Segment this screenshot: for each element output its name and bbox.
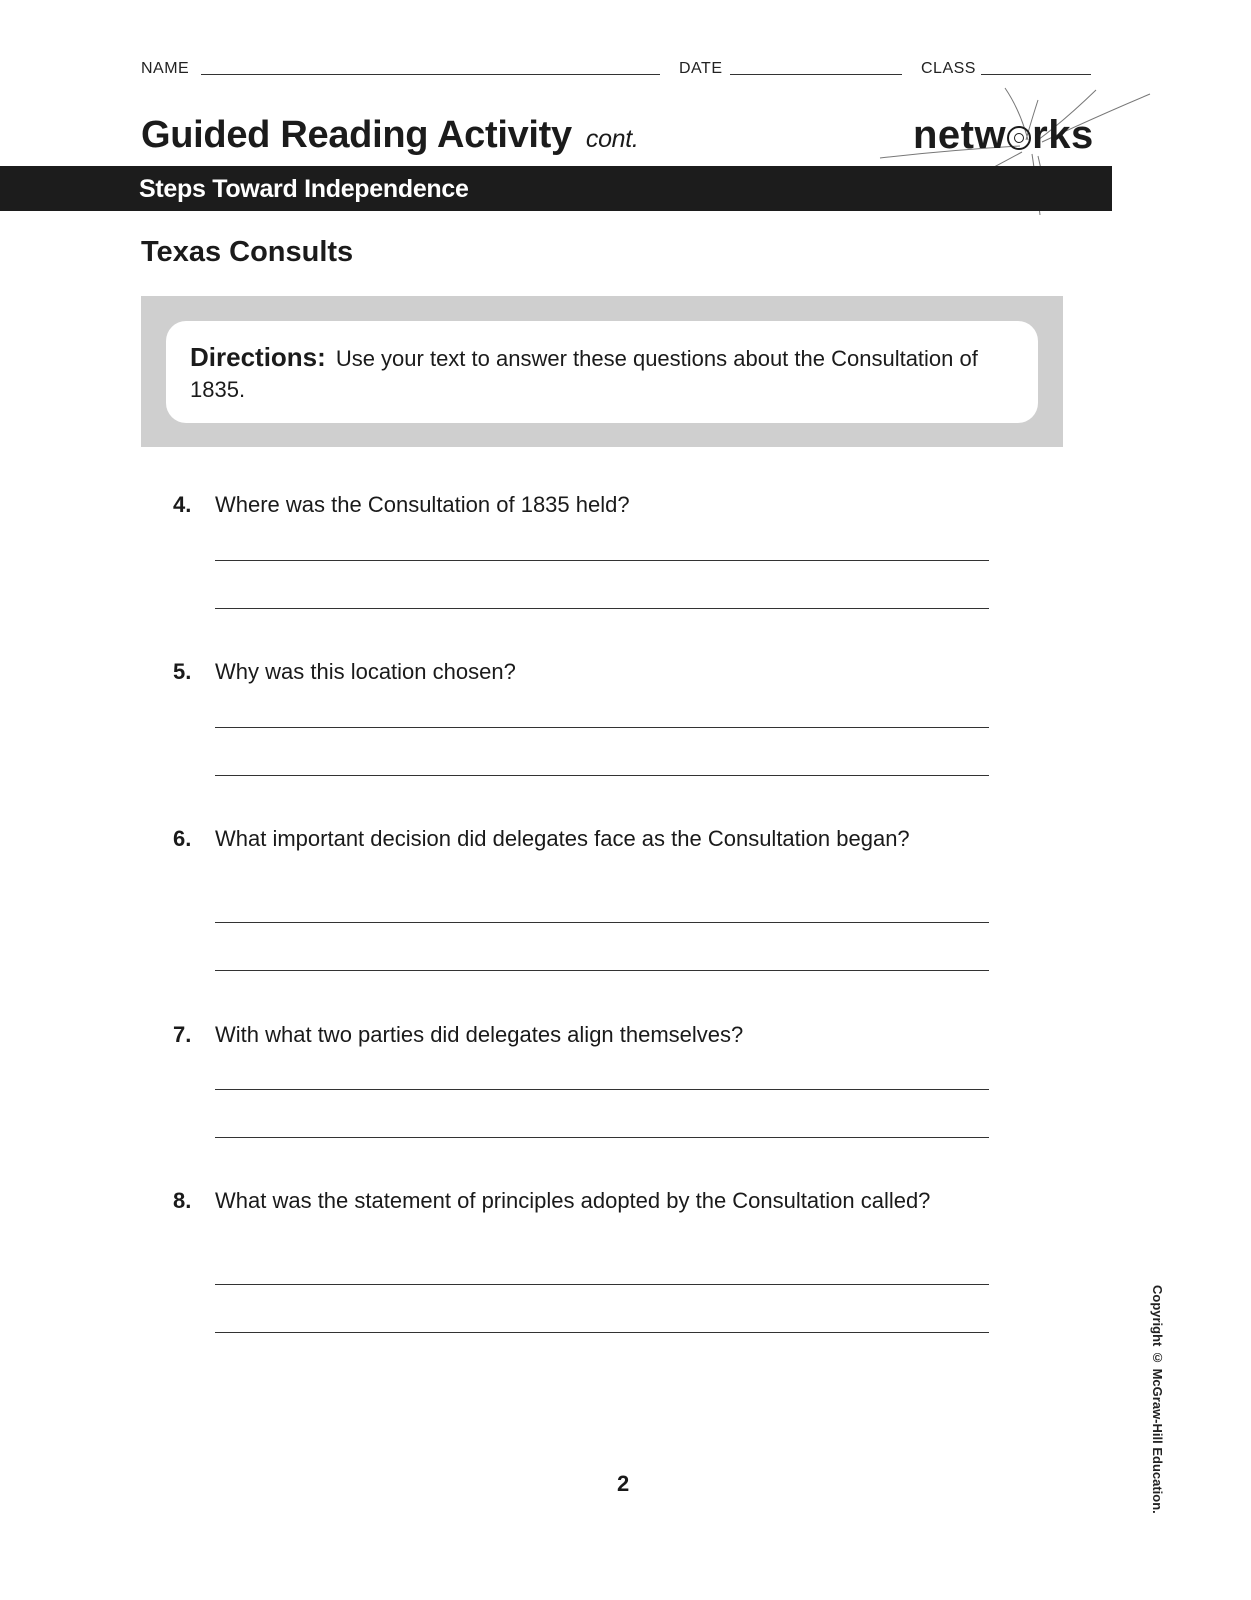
answer-line[interactable] [215,1089,989,1090]
question-number: 5. [173,659,192,684]
date-field[interactable] [730,74,902,75]
directions-text: Use your text to answer these questions about the Consultation of 1835. [190,346,978,402]
page-title [141,114,639,157]
question-text: What was the statement of principles adopted by the Consultation called? [215,1188,931,1213]
question-text: With what two parties did delegates align themselves? [215,1022,744,1047]
name-label: NAME [141,60,190,77]
copyright-notice: Copyright © McGraw-Hill Education. [1150,1285,1165,1514]
class-field[interactable] [981,74,1091,75]
title-cont: cont. [585,125,639,153]
answer-line[interactable] [215,727,989,728]
section-title: Texas Consults [141,236,354,268]
answer-line[interactable] [215,560,989,561]
answer-line[interactable] [215,608,989,609]
directions-box [166,321,1038,423]
answer-line[interactable] [215,922,989,923]
answer-line[interactable] [215,1332,989,1333]
question-text: Where was the Consultation of 1835 held? [215,492,630,517]
question-number: 6. [173,826,192,851]
page-number: 2 [617,1471,630,1496]
question-text: Why was this location chosen? [215,659,516,684]
answer-line[interactable] [215,1137,989,1138]
class-label: CLASS [921,60,976,77]
directions-label: Directions: [190,342,326,372]
question-text: What important decision did delegates face as the Consultation began? [215,826,910,851]
question-number: 8. [173,1188,192,1213]
answer-line[interactable] [215,970,989,971]
title-main: Guided Reading Activity [141,114,572,156]
networks-logo [913,113,1094,158]
logo-o-icon [1007,126,1031,150]
question-number: 4. [173,492,192,517]
date-label: DATE [679,60,723,77]
banner-title: Steps Toward Independence [139,175,469,203]
logo-text-end: rks [1032,113,1094,157]
answer-line[interactable] [215,775,989,776]
answer-line[interactable] [215,1284,989,1285]
name-field[interactable] [201,74,660,75]
question-number: 7. [173,1022,192,1047]
logo-text-start: netw [913,113,1007,157]
